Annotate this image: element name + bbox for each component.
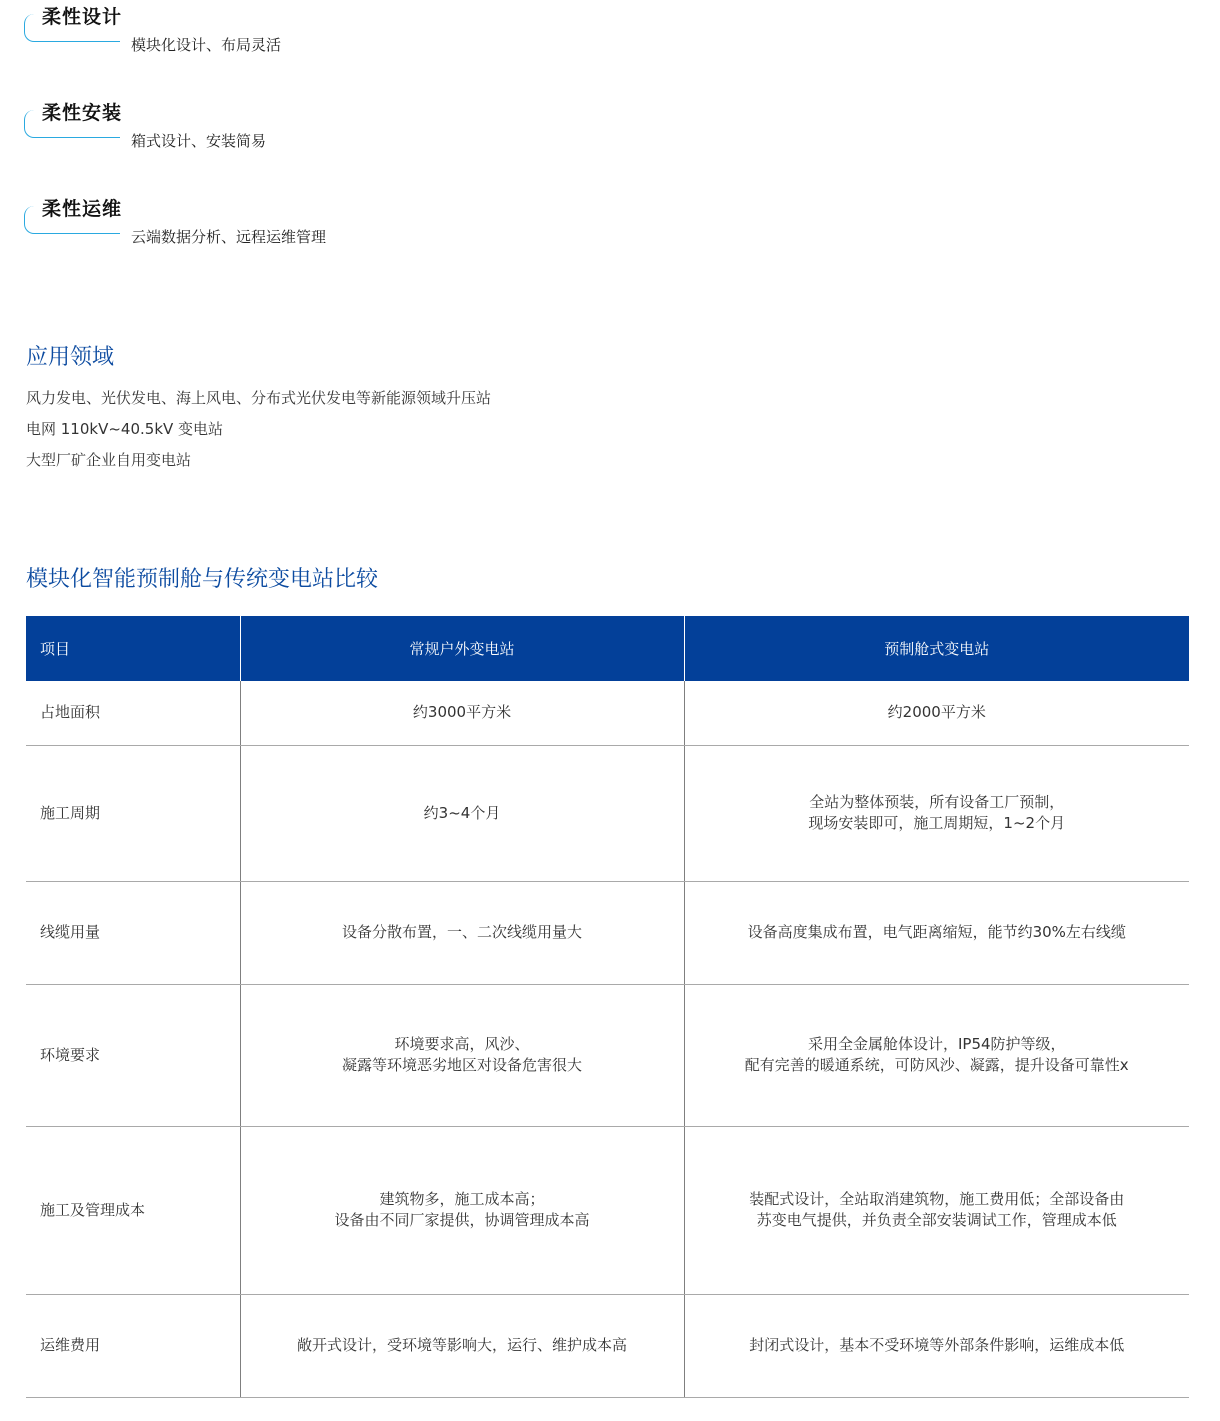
- cell-line: 敞开式设计，受环境等影响大，运行、维护成本高: [296, 1336, 627, 1354]
- application-list: [26, 386, 491, 479]
- feature-title: 柔性安装: [42, 102, 123, 124]
- table-row: [26, 745, 1189, 881]
- feature-flexible-om: [24, 200, 624, 260]
- cell-conventional: [240, 984, 684, 1126]
- cell-item: 占地面积: [26, 681, 240, 745]
- application-item: 大型厂矿企业自用变电站: [26, 451, 192, 469]
- cell-line: 环境要求高，风沙、: [394, 1035, 530, 1053]
- cell-conventional: [240, 1294, 684, 1397]
- cell-line: 现场安装即可，施工周期短，1~2个月: [808, 814, 1066, 832]
- cell-line: 采用全金属舱体设计，IP54防护等级，: [807, 1035, 1066, 1053]
- cell-line: 设备高度集成布置，电气距离缩短，能节约30%左右线缆: [747, 923, 1126, 941]
- cell-conventional: [240, 745, 684, 881]
- feature-desc: 云端数据分析、远程运维管理: [131, 228, 327, 246]
- cell-line: 苏变电气提供，并负责全部安装调试工作，管理成本低: [756, 1211, 1117, 1229]
- table-row: [26, 984, 1189, 1126]
- table-row: [26, 681, 1189, 745]
- comparison-table: [26, 616, 1189, 1398]
- cell-line: 约3000平方米: [412, 703, 512, 722]
- feature-title: 柔性设计: [42, 6, 123, 28]
- cell-item: 运维费用: [26, 1294, 240, 1397]
- cell-line: 全站为整体预装，所有设备工厂预制，: [809, 793, 1065, 811]
- cell-line: 约3~4个月: [423, 803, 501, 822]
- cell-item: 环境要求: [26, 984, 240, 1126]
- application-item: 风力发电、光伏发电、海上风电、分布式光伏发电等新能源领域升压站: [26, 389, 492, 407]
- cell-prefab: [684, 1294, 1189, 1397]
- cell-prefab: [684, 681, 1189, 745]
- cell-line: 设备由不同厂家提供，协调管理成本高: [334, 1211, 590, 1229]
- application-title: 应用领域: [26, 345, 115, 370]
- cell-prefab: [684, 984, 1189, 1126]
- cell-conventional: [240, 681, 684, 745]
- feature-title: 柔性运维: [42, 198, 123, 220]
- cell-line: 约2000平方米: [887, 703, 986, 722]
- cell-item: 施工周期: [26, 745, 240, 881]
- table-row: [26, 1126, 1189, 1294]
- cell-conventional: [240, 1126, 684, 1294]
- cell-item: 施工及管理成本: [26, 1126, 240, 1294]
- cell-prefab: [684, 881, 1189, 984]
- cell-prefab: [684, 1126, 1189, 1294]
- application-item: 电网 110kV~40.5kV 变电站: [26, 420, 224, 438]
- cell-line: 建筑物多，施工成本高；: [379, 1190, 545, 1208]
- header-conventional: 常规户外变电站: [240, 616, 684, 681]
- cell-line: 凝露等环境恶劣地区对设备危害很大: [341, 1056, 582, 1074]
- cell-conventional: [240, 881, 684, 984]
- table-row: [26, 881, 1189, 984]
- cell-prefab: [684, 745, 1189, 881]
- table-row: [26, 1294, 1189, 1397]
- header-prefab: 预制舱式变电站: [684, 616, 1189, 681]
- comparison-title: 模块化智能预制舱与传统变电站比较: [26, 567, 379, 592]
- feature-desc: 模块化设计、布局灵活: [131, 36, 282, 54]
- feature-flexible-design: [24, 8, 624, 68]
- cell-item: 线缆用量: [26, 881, 240, 984]
- cell-line: 设备分散布置，一、二次线缆用量大: [341, 923, 582, 941]
- cell-line: 装配式设计，全站取消建筑物，施工费用低；全部设备由: [749, 1190, 1125, 1208]
- feature-desc: 箱式设计、安装简易: [131, 132, 267, 150]
- cell-line: 配有完善的暖通系统，可防风沙、凝露，提升设备可靠性x: [744, 1056, 1129, 1074]
- cell-line: 封闭式设计，基本不受环境等外部条件影响，运维成本低: [749, 1336, 1125, 1354]
- header-item: 项目: [26, 616, 240, 681]
- feature-flexible-install: [24, 104, 624, 164]
- table-header-row: [26, 616, 1189, 681]
